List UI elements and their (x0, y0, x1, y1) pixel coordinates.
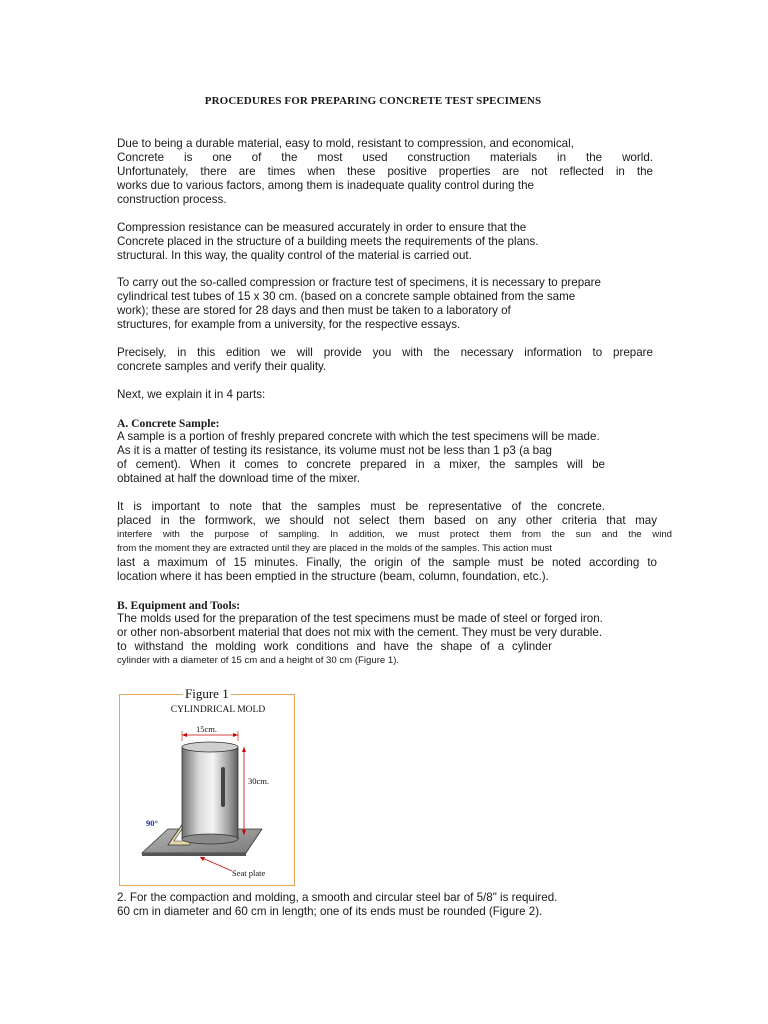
text-line: A sample is a portion of freshly prepared concrete with which the test specimens will be made. (117, 430, 600, 443)
text-line: The molds used for the preparation of the test specimens must be made of steel or forged iron. (117, 612, 603, 625)
section-a-heading: A. Concrete Sample: (117, 417, 220, 430)
text-line: location where it has been emptied in the structure (beam, column, foundation, etc.). (117, 570, 549, 583)
text-line: from the moment they are extracted until they are placed in the molds of the samples. This action must (117, 543, 552, 554)
cylinder-body (182, 747, 238, 839)
paragraph-edition (117, 346, 653, 374)
text-line: to withstand the molding work conditions and have the shape of a cylinder (117, 640, 552, 653)
paragraph-compression (117, 221, 653, 263)
seat-plate-label: Seat plate (232, 868, 266, 878)
text-line: It is important to note that the samples must be representative of the concrete. (117, 500, 605, 513)
cylinder-handle (221, 767, 225, 807)
text-line: concrete samples and verify their quality. (117, 360, 327, 373)
text-line: Next, we explain it in 4 parts: (117, 388, 266, 401)
text-line: As it is a matter of testing its resistance, its volume must not be less than 1 p3 (a bag (117, 444, 552, 457)
text-line: Due to being a durable material, easy to mold, resistant to compression, and economical, (117, 137, 574, 150)
figure-title: Figure 1 (185, 686, 229, 701)
text-line: Compression resistance can be measured accurately in order to ensure that the (117, 221, 527, 234)
dimension-width-label: 15cm. (196, 724, 218, 734)
text-line: 2. For the compaction and molding, a smooth and circular steel bar of 5/8" is required. (117, 891, 558, 904)
text-line: Unfortunately, there are times when these positive properties are not reflected in the (117, 165, 653, 178)
paragraph-steel-bar (117, 891, 653, 919)
text-line: interfere with the purpose of sampling. In addition, we must protect them from the sun and the wind (117, 529, 672, 540)
text-line: last a maximum of 15 minutes. Finally, the origin of the sample must be noted according to (117, 556, 657, 569)
section-b-body (117, 612, 653, 668)
section-a-body (117, 430, 653, 486)
figure-cylindrical-mold (119, 686, 295, 886)
dimension-height-label: 30cm. (248, 776, 270, 786)
text-line: cylindrical test tubes of 15 x 30 cm. (based on a concrete sample obtained from the same (117, 290, 576, 303)
text-line: Concrete placed in the structure of a building meets the requirements of the plans. (117, 235, 539, 248)
text-line: placed in the formwork, we should not select them based on any other criteria that may (117, 514, 657, 527)
text-line: works due to various factors, among them is inadequate quality control during the (117, 179, 534, 192)
text-line: Precisely, in this edition we will provide you with the necessary information to prepare (117, 346, 653, 359)
text-line: of cement). When it comes to concrete prepared in a mixer, the samples will be (117, 458, 605, 471)
paragraph-parts (117, 388, 653, 402)
paragraph-test-tubes (117, 276, 653, 332)
angle-label: 90° (146, 818, 158, 828)
text-line: Concrete is one of the most used construction materials in the world. (117, 151, 653, 164)
text-line: To carry out the so-called compression or fracture test of specimens, it is necessary to prepare (117, 276, 601, 289)
text-line: cylinder with a diameter of 15 cm and a height of 30 cm (Figure 1). (117, 655, 400, 666)
cylinder-top (182, 742, 238, 752)
text-line: obtained at half the download time of the mixer. (117, 472, 360, 485)
document-title: PROCEDURES FOR PREPARING CONCRETE TEST SPECIMENS (204, 95, 542, 107)
text-line: construction process. (117, 193, 227, 206)
text-line: work); these are stored for 28 days and then must be taken to a laboratory of (117, 304, 511, 317)
paragraph-intro (117, 137, 653, 207)
text-line: 60 cm in diameter and 60 cm in length; one of its ends must be rounded (Figure 2). (117, 905, 543, 918)
paragraph-representative (117, 500, 672, 584)
figure-subtitle: CYLINDRICAL MOLD (170, 705, 266, 715)
section-b-heading: B. Equipment and Tools: (117, 599, 241, 612)
text-line: or other non-absorbent material that does not mix with the cement. They must be very durable. (117, 626, 603, 639)
text-line: structures, for example from a university, for the respective essays. (117, 318, 461, 331)
text-line: structural. In this way, the quality control of the material is carried out. (117, 249, 472, 262)
